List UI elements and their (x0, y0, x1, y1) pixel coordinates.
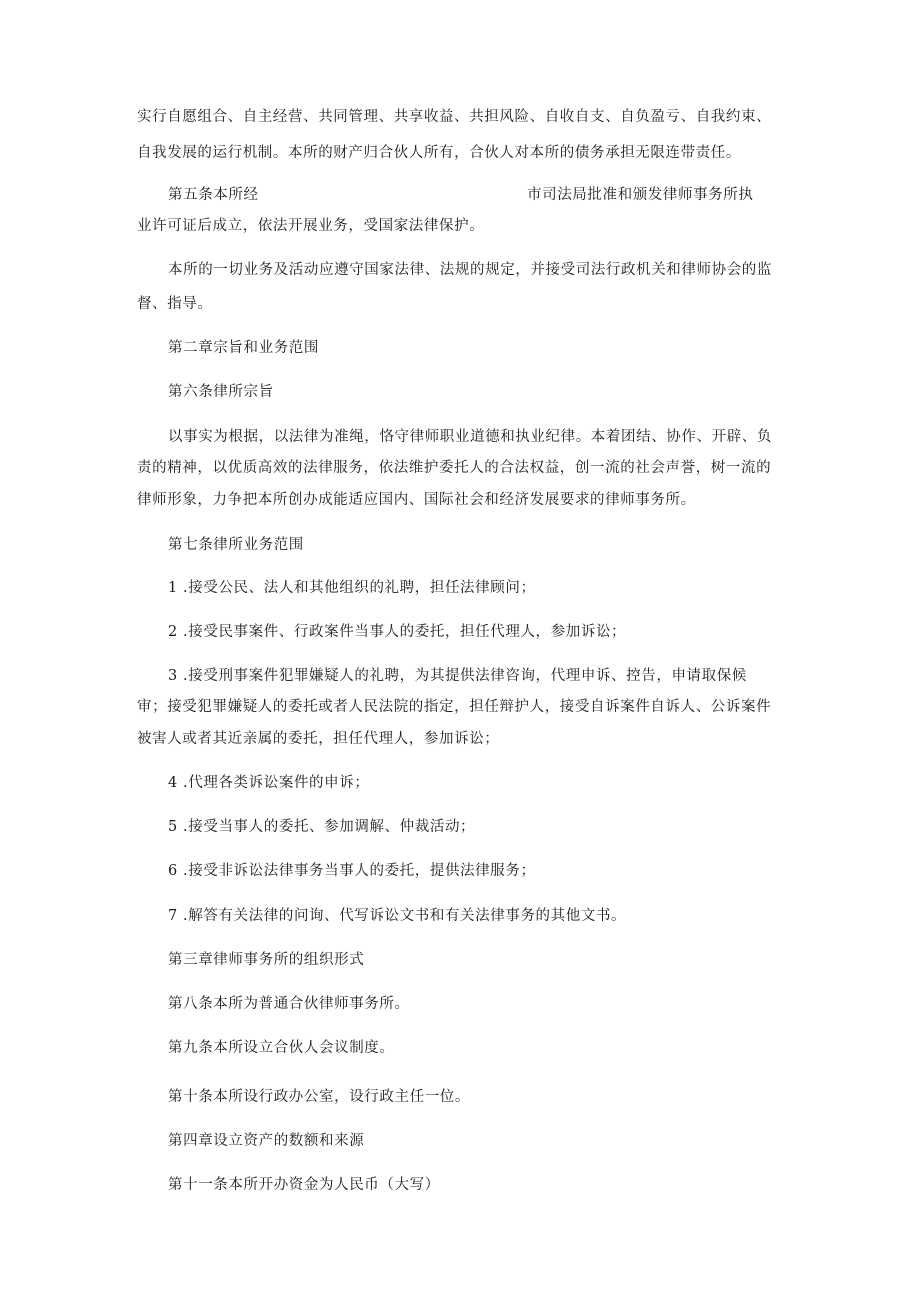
list-item: 4 .代理各类诉讼案件的申诉； (168, 775, 370, 791)
article-heading: 第七条律所业务范围 (168, 537, 304, 553)
chapter-heading: 第二章宗旨和业务范围 (168, 340, 319, 356)
chapter-heading: 第三章律师事务所的组织形式 (168, 952, 365, 968)
list-item: 6 .接受非诉讼法律事务当事人的委托，提供法律服务； (168, 863, 536, 879)
list-item: 1 .接受公民、法人和其他组织的礼聘，担任法律顾问； (168, 580, 536, 596)
paragraph-line: 责的精神，以优质高效的法律服务，依法维护委托人的合法权益，创一流的社会声誉，树一流的 (137, 460, 772, 476)
article-5-start: 第五条本所经 (168, 187, 259, 203)
list-item-continued: 审；接受犯罪嫌疑人的委托或者人民法院的指定，担任辩护人，接受自诉案件自诉人、公诉案件 (137, 699, 772, 715)
list-item: 3 .接受刑事案件犯罪嫌疑人的礼聘，为其提供法律咨询，代理申诉、控告，申请取保候 (168, 668, 747, 684)
list-item: 5 .接受当事人的委托、参加调解、仲裁活动； (168, 819, 476, 835)
list-item: 7 .解答有关法律的问询、代写诉讼文书和有关法律事务的其他文书。 (168, 908, 627, 924)
list-item-continued: 被害人或者其近亲属的委托，担任代理人，参加诉讼； (137, 731, 500, 747)
article-line: 第九条本所设立合伙人会议制度。 (168, 1040, 395, 1056)
paragraph-line: 实行自愿组合、自主经营、共同管理、共享收益、共担风险、自收自支、自负盈亏、自我约束、 (137, 109, 772, 125)
paragraph-line: 自我发展的运行机制。本所的财产归合伙人所有，合伙人对本所的债务承担无限连带责任。 (137, 145, 741, 161)
paragraph-line: 以事实为根据，以法律为准绳，恪守律师职业道德和执业纪律。本着团结、协作、开辟、负 (168, 429, 772, 445)
list-item: 2 .接受民事案件、行政案件当事人的委托，担任代理人，参加诉讼； (168, 624, 627, 640)
article-heading: 第六条律所宗旨 (168, 384, 274, 400)
article-line: 第十条本所设行政办公室，设行政主任一位。 (168, 1089, 470, 1105)
paragraph-line: 本所的一切业务及活动应遵守国家法律、法规的规定，并接受司法行政机关和律师协会的监 (168, 262, 772, 278)
article-line: 第十一条本所开办资金为人民币（大写） (168, 1177, 440, 1193)
article-line: 第八条本所为普通合伙律师事务所。 (168, 996, 410, 1012)
paragraph-line: 律师形象，力争把本所创办成能适应国内、国际社会和经济发展要求的律师事务所。 (137, 492, 696, 508)
paragraph-line: 督、指导。 (137, 296, 213, 312)
chapter-heading: 第四章设立资产的数额和来源 (168, 1133, 365, 1149)
article-5-continued: 市司法局批准和颁发律师事务所执 (527, 187, 754, 203)
paragraph-line: 业许可证后成立，依法开展业务，受国家法律保护。 (137, 218, 485, 234)
